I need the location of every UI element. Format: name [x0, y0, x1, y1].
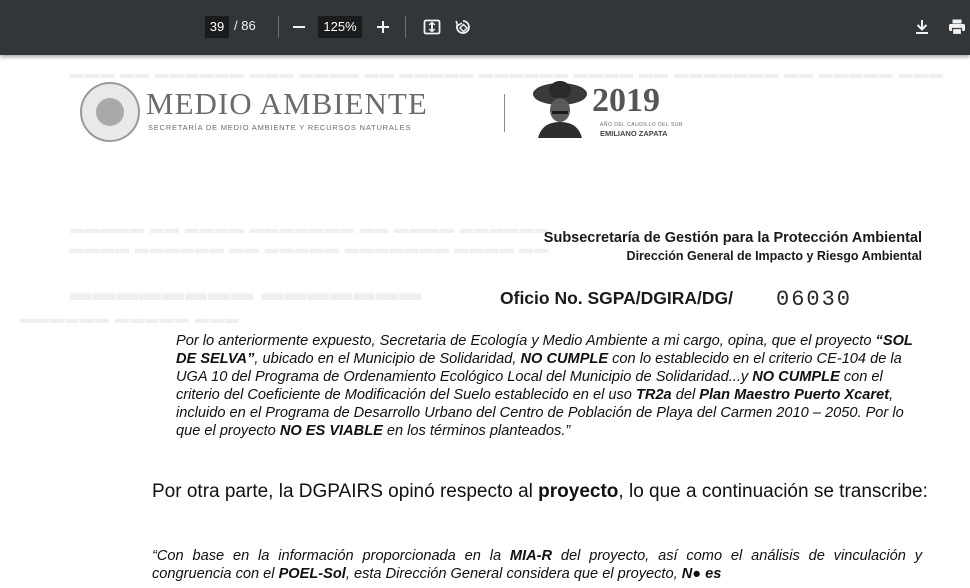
document-page [0, 55, 970, 588]
oficio-label: Oficio No. SGPA/DGIRA/DG/ [500, 288, 734, 308]
intro-paragraph: Por otra parte, la DGPAIRS opinó respecto al proyecto, lo que a continuación se transcribe: [152, 481, 928, 502]
year-title: 2019 [592, 82, 660, 119]
download-icon [914, 19, 930, 35]
brand-subtitle: SECRETARÍA DE MEDIO AMBIENTE Y RECURSOS NATURALES [148, 123, 412, 132]
fit-page-button[interactable] [418, 13, 446, 41]
bleed-through-text: ▬▬▬▬▬▬▬▬ ▬▬▬▬▬▬▬ [70, 280, 423, 305]
bleed-through-text: ▬▬▬▬▬ ▬▬ ▬▬▬▬ ▬▬▬▬▬▬▬ ▬▬ ▬▬▬▬ ▬▬▬▬▬▬ [70, 220, 550, 236]
download-button[interactable] [908, 13, 936, 41]
rotate-button[interactable] [449, 13, 477, 41]
year-name: EMILIANO ZAPATA [600, 129, 668, 138]
transcribed-paragraph: “Con base en la información proporcionada en la MIA-R del proyecto, así como el análisis de vinculación y congruencia con el POEL-Sol, esta Dirección General considera que el proyecto, N● es [152, 548, 923, 582]
page-total: / 86 [234, 18, 256, 33]
letterhead [80, 80, 700, 142]
department-line-1: Subsecretaría de Gestión para la Protección Ambiental [543, 230, 922, 246]
department-line-2: Dirección General de Impacto y Riesgo Ambiental [626, 249, 922, 263]
toolbar-divider [278, 16, 279, 38]
bleed-through-text: ▬▬▬▬▬▬ ▬▬▬▬▬ ▬▬▬ [20, 310, 240, 326]
fit-page-icon [423, 18, 441, 36]
zoom-in-button[interactable] [369, 13, 397, 41]
quoted-opinion-paragraph: Por lo anteriormente expuesto, Secretaria de Ecología y Medio Ambiente a mi cargo, opina, que el proyecto “SOL DE SELVA”, ubicado en el Municipio de Solidaridad, NO CUMPLE con lo establecido en el criterio CE-104 de la UGA 10 del Programa de Ordenamiento Ecológico Local del Municipio de Solidaridad...y NO CUMPLE con el criterio del Coeficiente de Modificación del Suelo establecido en el uso TR2a del Plan Maestro Puerto Xcaret, incluido en el Programa de Desarrollo Urbano del Centro de Población de Playa del Carmen 2010 – 2050. Por lo que el proyecto NO ES VIABLE en los términos planteados.” [176, 333, 913, 439]
national-seal-icon [80, 82, 140, 142]
bleed-through-text: ▬▬▬ ▬▬ ▬▬▬▬▬▬ ▬▬▬ ▬▬▬▬ ▬▬ ▬▬▬▬▬ ▬▬▬▬▬▬ ▬▬▬▬ ▬▬ ▬▬▬▬▬▬▬ ▬▬ ▬▬▬▬▬ ▬▬▬ [70, 65, 944, 81]
zoom-input[interactable] [318, 16, 362, 38]
rotate-icon [454, 18, 472, 36]
plus-icon [376, 20, 390, 34]
brand-title: MEDIO AMBIENTE [146, 86, 428, 121]
pdf-toolbar [0, 0, 970, 55]
print-icon [948, 18, 966, 36]
bleed-through-text: ▬▬▬▬ ▬▬▬▬▬▬ ▬▬ ▬▬▬▬▬ ▬▬▬▬▬▬▬ ▬▬▬▬ ▬▬ [70, 240, 550, 256]
year-caption: AÑO DEL CAUDILLO DEL SUR [600, 122, 684, 128]
letterhead-divider [504, 94, 505, 132]
zapata-portrait-icon [532, 80, 588, 138]
print-button[interactable] [943, 13, 970, 41]
minus-icon [292, 20, 306, 34]
zoom-out-button[interactable] [285, 13, 313, 41]
page-number-input[interactable] [205, 16, 229, 38]
toolbar-divider [405, 16, 406, 38]
oficio-number: 06030 [776, 287, 853, 312]
